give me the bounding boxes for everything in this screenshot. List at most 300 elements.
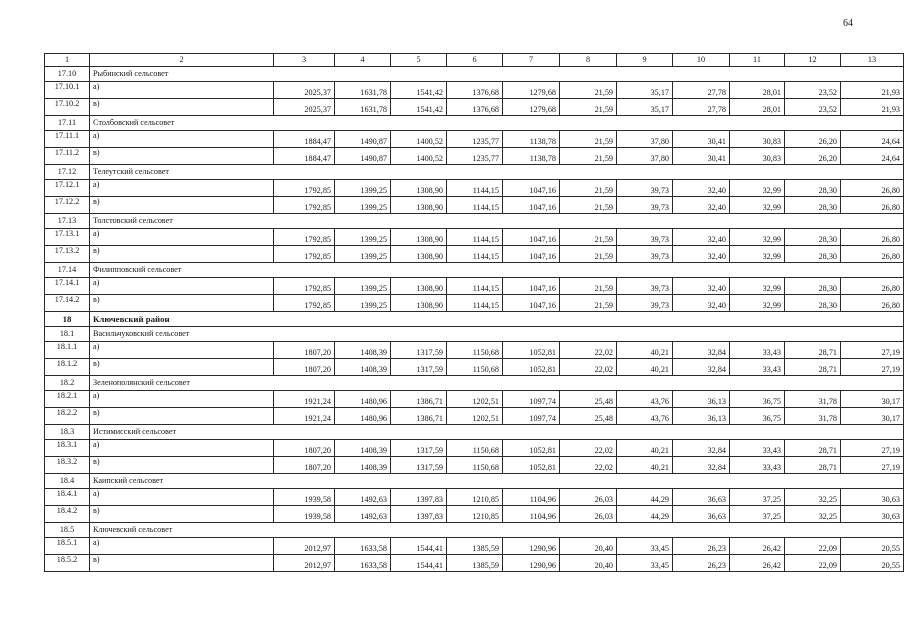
value-cell: 1408,39 bbox=[335, 457, 391, 474]
section-code: 18.3 bbox=[45, 425, 90, 440]
value-cell: 33,43 bbox=[730, 359, 785, 376]
value-cell: 43,76 bbox=[617, 408, 673, 425]
row-code: 17.11.1 bbox=[45, 131, 90, 148]
value-cell: 26,03 bbox=[560, 489, 617, 506]
value-cell: 44,29 bbox=[617, 506, 673, 523]
value-cell: 40,21 bbox=[617, 342, 673, 359]
value-cell: 22,02 bbox=[560, 440, 617, 457]
value-cell: 31,78 bbox=[785, 408, 841, 425]
column-header: 7 bbox=[503, 54, 560, 67]
column-header: 6 bbox=[447, 54, 503, 67]
value-cell: 28,71 bbox=[785, 457, 841, 474]
value-cell: 33,45 bbox=[617, 538, 673, 555]
row-code: 17.12.2 bbox=[45, 197, 90, 214]
value-cell: 25,48 bbox=[560, 408, 617, 425]
value-cell: 1399,25 bbox=[335, 229, 391, 246]
section-row bbox=[45, 263, 904, 278]
value-cell: 37,25 bbox=[730, 506, 785, 523]
value-cell: 1792,85 bbox=[274, 295, 335, 312]
value-cell: 39,73 bbox=[617, 278, 673, 295]
value-cell: 32,84 bbox=[673, 342, 730, 359]
section-code: 18.5 bbox=[45, 523, 90, 538]
value-cell: 24,64 bbox=[841, 148, 904, 165]
section-title: Столбовский сельсовет bbox=[90, 116, 904, 131]
section-row bbox=[45, 214, 904, 229]
value-cell: 36,63 bbox=[673, 506, 730, 523]
row-code: 17.14.2 bbox=[45, 295, 90, 312]
column-header: 1 bbox=[45, 54, 90, 67]
value-cell: 1047,16 bbox=[503, 197, 560, 214]
value-cell: 1490,87 bbox=[335, 148, 391, 165]
value-cell: 1144,15 bbox=[447, 295, 503, 312]
value-cell: 1047,16 bbox=[503, 295, 560, 312]
row-label: а) bbox=[90, 229, 274, 246]
row-code: 18.4.2 bbox=[45, 506, 90, 523]
row-code: 17.13.2 bbox=[45, 246, 90, 263]
row-code: 18.3.1 bbox=[45, 440, 90, 457]
value-cell: 39,73 bbox=[617, 295, 673, 312]
value-cell: 26,42 bbox=[730, 555, 785, 572]
value-cell: 36,75 bbox=[730, 408, 785, 425]
value-cell: 1631,78 bbox=[335, 82, 391, 99]
value-cell: 1202,51 bbox=[447, 391, 503, 408]
value-cell: 36,63 bbox=[673, 489, 730, 506]
value-cell: 1792,85 bbox=[274, 246, 335, 263]
value-cell: 1921,24 bbox=[274, 391, 335, 408]
section-title: Каипский сельсовет bbox=[90, 474, 904, 489]
value-cell: 33,45 bbox=[617, 555, 673, 572]
value-cell: 28,71 bbox=[785, 342, 841, 359]
value-cell: 1144,15 bbox=[447, 229, 503, 246]
value-cell: 1400,52 bbox=[391, 131, 447, 148]
value-cell: 20,55 bbox=[841, 538, 904, 555]
row-label: а) bbox=[90, 391, 274, 408]
value-cell: 32,40 bbox=[673, 180, 730, 197]
value-cell: 1279,68 bbox=[503, 82, 560, 99]
value-cell: 22,09 bbox=[785, 538, 841, 555]
row-code: 18.5.2 bbox=[45, 555, 90, 572]
value-cell: 21,59 bbox=[560, 229, 617, 246]
value-cell: 28,30 bbox=[785, 197, 841, 214]
value-cell: 33,43 bbox=[730, 342, 785, 359]
table-body bbox=[45, 54, 904, 572]
section-title: Ключевский сельсовет bbox=[90, 523, 904, 538]
row-label: в) bbox=[90, 148, 274, 165]
row-code: 17.14.1 bbox=[45, 278, 90, 295]
table-row bbox=[45, 489, 904, 506]
value-cell: 26,80 bbox=[841, 246, 904, 263]
value-cell: 27,19 bbox=[841, 457, 904, 474]
value-cell: 32,40 bbox=[673, 246, 730, 263]
value-cell: 28,01 bbox=[730, 82, 785, 99]
row-label: а) bbox=[90, 538, 274, 555]
value-cell: 1047,16 bbox=[503, 278, 560, 295]
value-cell: 21,59 bbox=[560, 180, 617, 197]
value-cell: 1047,16 bbox=[503, 180, 560, 197]
value-cell: 26,80 bbox=[841, 197, 904, 214]
section-title: Васильчуковский сельсовет bbox=[90, 327, 904, 342]
column-header: 4 bbox=[335, 54, 391, 67]
value-cell: 27,78 bbox=[673, 99, 730, 116]
row-label: а) bbox=[90, 180, 274, 197]
value-cell: 44,29 bbox=[617, 489, 673, 506]
value-cell: 1144,15 bbox=[447, 278, 503, 295]
row-label: а) bbox=[90, 440, 274, 457]
value-cell: 33,43 bbox=[730, 440, 785, 457]
value-cell: 22,09 bbox=[785, 555, 841, 572]
value-cell: 1400,52 bbox=[391, 148, 447, 165]
value-cell: 21,59 bbox=[560, 197, 617, 214]
value-cell: 32,40 bbox=[673, 295, 730, 312]
column-header: 9 bbox=[617, 54, 673, 67]
value-cell: 28,30 bbox=[785, 180, 841, 197]
value-cell: 32,99 bbox=[730, 278, 785, 295]
value-cell: 21,59 bbox=[560, 295, 617, 312]
section-code: 18.4 bbox=[45, 474, 90, 489]
row-code: 17.11.2 bbox=[45, 148, 90, 165]
value-cell: 21,59 bbox=[560, 99, 617, 116]
value-cell: 23,52 bbox=[785, 82, 841, 99]
value-cell: 1792,85 bbox=[274, 229, 335, 246]
value-cell: 32,40 bbox=[673, 197, 730, 214]
table-row bbox=[45, 131, 904, 148]
section-row bbox=[45, 474, 904, 489]
value-cell: 1047,16 bbox=[503, 229, 560, 246]
section-row bbox=[45, 327, 904, 342]
row-label: а) bbox=[90, 489, 274, 506]
value-cell: 1408,39 bbox=[335, 440, 391, 457]
row-label: в) bbox=[90, 295, 274, 312]
section-code: 17.14 bbox=[45, 263, 90, 278]
value-cell: 1884,47 bbox=[274, 148, 335, 165]
value-cell: 26,42 bbox=[730, 538, 785, 555]
row-label: в) bbox=[90, 197, 274, 214]
value-cell: 37,25 bbox=[730, 489, 785, 506]
value-cell: 30,83 bbox=[730, 148, 785, 165]
value-cell: 30,63 bbox=[841, 506, 904, 523]
value-cell: 27,78 bbox=[673, 82, 730, 99]
value-cell: 30,63 bbox=[841, 489, 904, 506]
value-cell: 26,80 bbox=[841, 295, 904, 312]
value-cell: 1376,68 bbox=[447, 82, 503, 99]
value-cell: 24,64 bbox=[841, 131, 904, 148]
table-row bbox=[45, 506, 904, 523]
value-cell: 30,41 bbox=[673, 148, 730, 165]
value-cell: 1317,59 bbox=[391, 342, 447, 359]
row-code: 18.3.2 bbox=[45, 457, 90, 474]
value-cell: 20,40 bbox=[560, 555, 617, 572]
value-cell: 1792,85 bbox=[274, 180, 335, 197]
value-cell: 32,84 bbox=[673, 457, 730, 474]
row-label: в) bbox=[90, 506, 274, 523]
value-cell: 1144,15 bbox=[447, 180, 503, 197]
value-cell: 20,40 bbox=[560, 538, 617, 555]
table-row bbox=[45, 295, 904, 312]
value-cell: 1544,41 bbox=[391, 555, 447, 572]
section-title: Рыбинский сельсовет bbox=[90, 67, 904, 82]
value-cell: 37,80 bbox=[617, 131, 673, 148]
value-cell: 1097,74 bbox=[503, 408, 560, 425]
value-cell: 1150,68 bbox=[447, 440, 503, 457]
section-row bbox=[45, 523, 904, 538]
value-cell: 1104,96 bbox=[503, 489, 560, 506]
row-code: 18.5.1 bbox=[45, 538, 90, 555]
value-cell: 1097,74 bbox=[503, 391, 560, 408]
row-label: а) bbox=[90, 82, 274, 99]
value-cell: 1308,90 bbox=[391, 197, 447, 214]
value-cell: 1492,63 bbox=[335, 489, 391, 506]
value-cell: 35,17 bbox=[617, 82, 673, 99]
value-cell: 1544,41 bbox=[391, 538, 447, 555]
value-cell: 1317,59 bbox=[391, 359, 447, 376]
table-row bbox=[45, 391, 904, 408]
value-cell: 26,80 bbox=[841, 229, 904, 246]
value-cell: 1138,78 bbox=[503, 148, 560, 165]
value-cell: 22,02 bbox=[560, 359, 617, 376]
value-cell: 21,93 bbox=[841, 82, 904, 99]
value-cell: 1279,68 bbox=[503, 99, 560, 116]
value-cell: 1144,15 bbox=[447, 197, 503, 214]
value-cell: 21,93 bbox=[841, 99, 904, 116]
value-cell: 2025,37 bbox=[274, 99, 335, 116]
value-cell: 1633,58 bbox=[335, 555, 391, 572]
value-cell: 1399,25 bbox=[335, 278, 391, 295]
value-cell: 25,48 bbox=[560, 391, 617, 408]
value-cell: 1921,24 bbox=[274, 408, 335, 425]
value-cell: 1541,42 bbox=[391, 82, 447, 99]
table-row bbox=[45, 440, 904, 457]
value-cell: 39,73 bbox=[617, 180, 673, 197]
value-cell: 39,73 bbox=[617, 246, 673, 263]
value-cell: 35,17 bbox=[617, 99, 673, 116]
column-header: 12 bbox=[785, 54, 841, 67]
value-cell: 26,03 bbox=[560, 506, 617, 523]
value-cell: 1210,85 bbox=[447, 506, 503, 523]
value-cell: 1308,90 bbox=[391, 229, 447, 246]
section-code: 17.13 bbox=[45, 214, 90, 229]
table-row bbox=[45, 457, 904, 474]
value-cell: 1884,47 bbox=[274, 131, 335, 148]
column-header: 10 bbox=[673, 54, 730, 67]
value-cell: 1408,39 bbox=[335, 359, 391, 376]
section-title: Филипповский сельсовет bbox=[90, 263, 904, 278]
value-cell: 1385,59 bbox=[447, 538, 503, 555]
value-cell: 1052,81 bbox=[503, 342, 560, 359]
value-cell: 36,13 bbox=[673, 408, 730, 425]
value-cell: 26,23 bbox=[673, 555, 730, 572]
table-row bbox=[45, 342, 904, 359]
value-cell: 28,01 bbox=[730, 99, 785, 116]
section-title: Толстовский сельсовет bbox=[90, 214, 904, 229]
value-cell: 1290,96 bbox=[503, 538, 560, 555]
value-cell: 1397,83 bbox=[391, 489, 447, 506]
table-row bbox=[45, 538, 904, 555]
page-number: 64 bbox=[843, 18, 853, 29]
table-row bbox=[45, 278, 904, 295]
value-cell: 1202,51 bbox=[447, 408, 503, 425]
row-label: в) bbox=[90, 555, 274, 572]
value-cell: 1235,77 bbox=[447, 131, 503, 148]
value-cell: 40,21 bbox=[617, 359, 673, 376]
value-cell: 1308,90 bbox=[391, 180, 447, 197]
row-code: 17.12.1 bbox=[45, 180, 90, 197]
value-cell: 1386,71 bbox=[391, 408, 447, 425]
value-cell: 1541,42 bbox=[391, 99, 447, 116]
value-cell: 39,73 bbox=[617, 197, 673, 214]
value-cell: 26,20 bbox=[785, 148, 841, 165]
section-code: 17.11 bbox=[45, 116, 90, 131]
value-cell: 1210,85 bbox=[447, 489, 503, 506]
table-row bbox=[45, 180, 904, 197]
table-row bbox=[45, 408, 904, 425]
row-code: 18.2.2 bbox=[45, 408, 90, 425]
value-cell: 32,99 bbox=[730, 197, 785, 214]
value-cell: 22,02 bbox=[560, 457, 617, 474]
value-cell: 30,83 bbox=[730, 131, 785, 148]
value-cell: 2012,97 bbox=[274, 538, 335, 555]
value-cell: 1150,68 bbox=[447, 359, 503, 376]
value-cell: 26,80 bbox=[841, 180, 904, 197]
row-label: а) bbox=[90, 131, 274, 148]
value-cell: 1138,78 bbox=[503, 131, 560, 148]
table-row bbox=[45, 246, 904, 263]
row-code: 17.10.2 bbox=[45, 99, 90, 116]
section-title: Истимисский сельсовет bbox=[90, 425, 904, 440]
value-cell: 1792,85 bbox=[274, 197, 335, 214]
value-cell: 1150,68 bbox=[447, 342, 503, 359]
column-header: 8 bbox=[560, 54, 617, 67]
value-cell: 1317,59 bbox=[391, 440, 447, 457]
row-code: 18.1.1 bbox=[45, 342, 90, 359]
value-cell: 40,21 bbox=[617, 440, 673, 457]
row-label: а) bbox=[90, 278, 274, 295]
value-cell: 2012,97 bbox=[274, 555, 335, 572]
value-cell: 1631,78 bbox=[335, 99, 391, 116]
value-cell: 32,25 bbox=[785, 506, 841, 523]
value-cell: 32,84 bbox=[673, 440, 730, 457]
value-cell: 1399,25 bbox=[335, 180, 391, 197]
value-cell: 21,59 bbox=[560, 246, 617, 263]
value-cell: 1792,85 bbox=[274, 278, 335, 295]
value-cell: 27,19 bbox=[841, 359, 904, 376]
value-cell: 23,52 bbox=[785, 99, 841, 116]
tariff-table bbox=[44, 53, 904, 572]
value-cell: 32,99 bbox=[730, 229, 785, 246]
value-cell: 28,71 bbox=[785, 359, 841, 376]
section-title: Ключевский район bbox=[90, 312, 904, 327]
header-row bbox=[45, 54, 904, 67]
value-cell: 32,99 bbox=[730, 295, 785, 312]
value-cell: 21,59 bbox=[560, 278, 617, 295]
value-cell: 1939,58 bbox=[274, 506, 335, 523]
value-cell: 2025,37 bbox=[274, 82, 335, 99]
value-cell: 1397,83 bbox=[391, 506, 447, 523]
section-row bbox=[45, 165, 904, 180]
value-cell: 39,73 bbox=[617, 229, 673, 246]
value-cell: 26,23 bbox=[673, 538, 730, 555]
column-header: 2 bbox=[90, 54, 274, 67]
value-cell: 40,21 bbox=[617, 457, 673, 474]
value-cell: 1939,58 bbox=[274, 489, 335, 506]
value-cell: 36,13 bbox=[673, 391, 730, 408]
value-cell: 1104,96 bbox=[503, 506, 560, 523]
value-cell: 36,75 bbox=[730, 391, 785, 408]
table-row bbox=[45, 148, 904, 165]
value-cell: 1308,90 bbox=[391, 246, 447, 263]
value-cell: 1290,96 bbox=[503, 555, 560, 572]
value-cell: 32,25 bbox=[785, 489, 841, 506]
value-cell: 32,40 bbox=[673, 278, 730, 295]
value-cell: 1480,96 bbox=[335, 408, 391, 425]
row-label: в) bbox=[90, 457, 274, 474]
value-cell: 31,78 bbox=[785, 391, 841, 408]
section-row bbox=[45, 376, 904, 391]
value-cell: 32,40 bbox=[673, 229, 730, 246]
value-cell: 26,20 bbox=[785, 131, 841, 148]
value-cell: 32,84 bbox=[673, 359, 730, 376]
value-cell: 28,30 bbox=[785, 229, 841, 246]
table-row bbox=[45, 359, 904, 376]
value-cell: 1052,81 bbox=[503, 457, 560, 474]
row-code: 18.1.2 bbox=[45, 359, 90, 376]
value-cell: 1807,20 bbox=[274, 359, 335, 376]
district-row bbox=[45, 312, 904, 327]
value-cell: 1492,63 bbox=[335, 506, 391, 523]
value-cell: 22,02 bbox=[560, 342, 617, 359]
section-row bbox=[45, 67, 904, 82]
value-cell: 1399,25 bbox=[335, 246, 391, 263]
row-label: в) bbox=[90, 99, 274, 116]
value-cell: 1807,20 bbox=[274, 457, 335, 474]
row-label: в) bbox=[90, 359, 274, 376]
value-cell: 33,43 bbox=[730, 457, 785, 474]
value-cell: 1144,15 bbox=[447, 246, 503, 263]
value-cell: 21,59 bbox=[560, 82, 617, 99]
value-cell: 30,17 bbox=[841, 391, 904, 408]
value-cell: 1150,68 bbox=[447, 457, 503, 474]
row-label: в) bbox=[90, 408, 274, 425]
table-row bbox=[45, 229, 904, 246]
section-code: 17.10 bbox=[45, 67, 90, 82]
value-cell: 27,19 bbox=[841, 440, 904, 457]
table-row bbox=[45, 555, 904, 572]
section-row bbox=[45, 116, 904, 131]
section-title: Зеленополянский сельсовет bbox=[90, 376, 904, 391]
section-row bbox=[45, 425, 904, 440]
value-cell: 32,99 bbox=[730, 180, 785, 197]
value-cell: 21,59 bbox=[560, 148, 617, 165]
column-header: 3 bbox=[274, 54, 335, 67]
value-cell: 1408,39 bbox=[335, 342, 391, 359]
value-cell: 1490,87 bbox=[335, 131, 391, 148]
value-cell: 1633,58 bbox=[335, 538, 391, 555]
table-row bbox=[45, 82, 904, 99]
value-cell: 1047,16 bbox=[503, 246, 560, 263]
value-cell: 26,80 bbox=[841, 278, 904, 295]
row-code: 17.10.1 bbox=[45, 82, 90, 99]
row-code: 17.13.1 bbox=[45, 229, 90, 246]
value-cell: 1399,25 bbox=[335, 295, 391, 312]
value-cell: 32,99 bbox=[730, 246, 785, 263]
column-header: 5 bbox=[391, 54, 447, 67]
value-cell: 1308,90 bbox=[391, 278, 447, 295]
value-cell: 28,30 bbox=[785, 295, 841, 312]
value-cell: 1052,81 bbox=[503, 359, 560, 376]
value-cell: 1235,77 bbox=[447, 148, 503, 165]
value-cell: 43,76 bbox=[617, 391, 673, 408]
value-cell: 30,17 bbox=[841, 408, 904, 425]
table-row bbox=[45, 99, 904, 116]
